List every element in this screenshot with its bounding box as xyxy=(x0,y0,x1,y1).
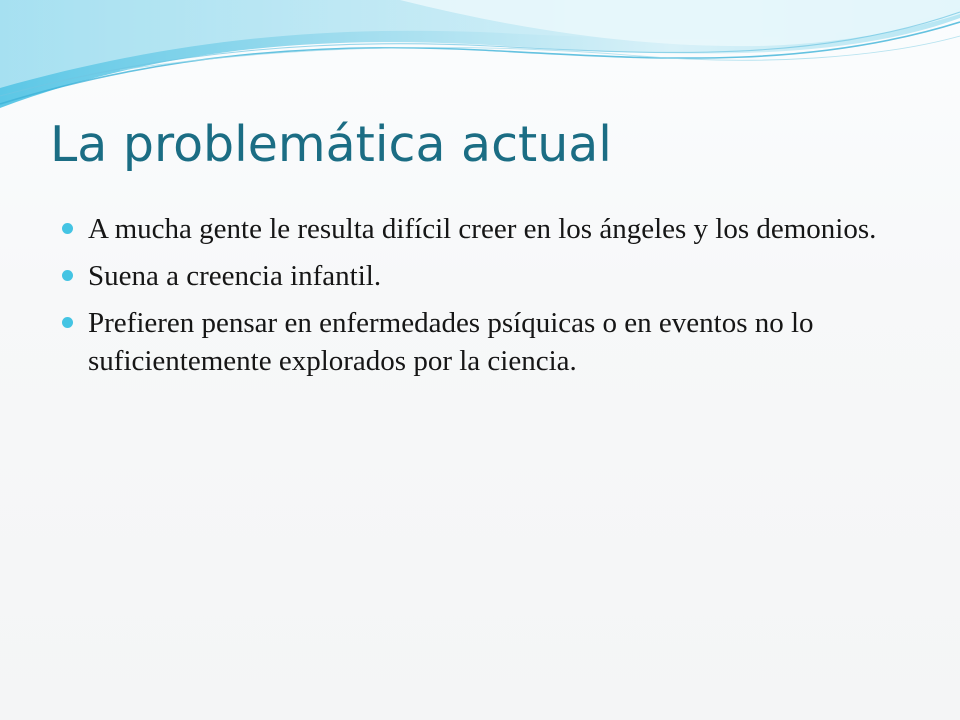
header-wave-decoration xyxy=(0,0,960,120)
bullet-marker-icon xyxy=(62,223,73,234)
slide-title: La problemática actual xyxy=(50,116,612,173)
bullet-item xyxy=(62,210,892,248)
bullet-list xyxy=(62,210,892,389)
bullet-text: Prefieren pensar en enfermedades psíquicas o en eventos no lo suficientemente explorados por la ciencia. xyxy=(88,307,814,377)
bullet-item xyxy=(62,304,892,380)
bullet-text: Suena a creencia infantil. xyxy=(88,260,382,292)
bullet-marker-icon xyxy=(62,317,73,328)
bullet-item xyxy=(62,257,892,295)
bullet-marker-icon xyxy=(62,270,73,281)
bullet-text: A mucha gente le resulta difícil creer en los ángeles y los demonios. xyxy=(88,213,877,245)
